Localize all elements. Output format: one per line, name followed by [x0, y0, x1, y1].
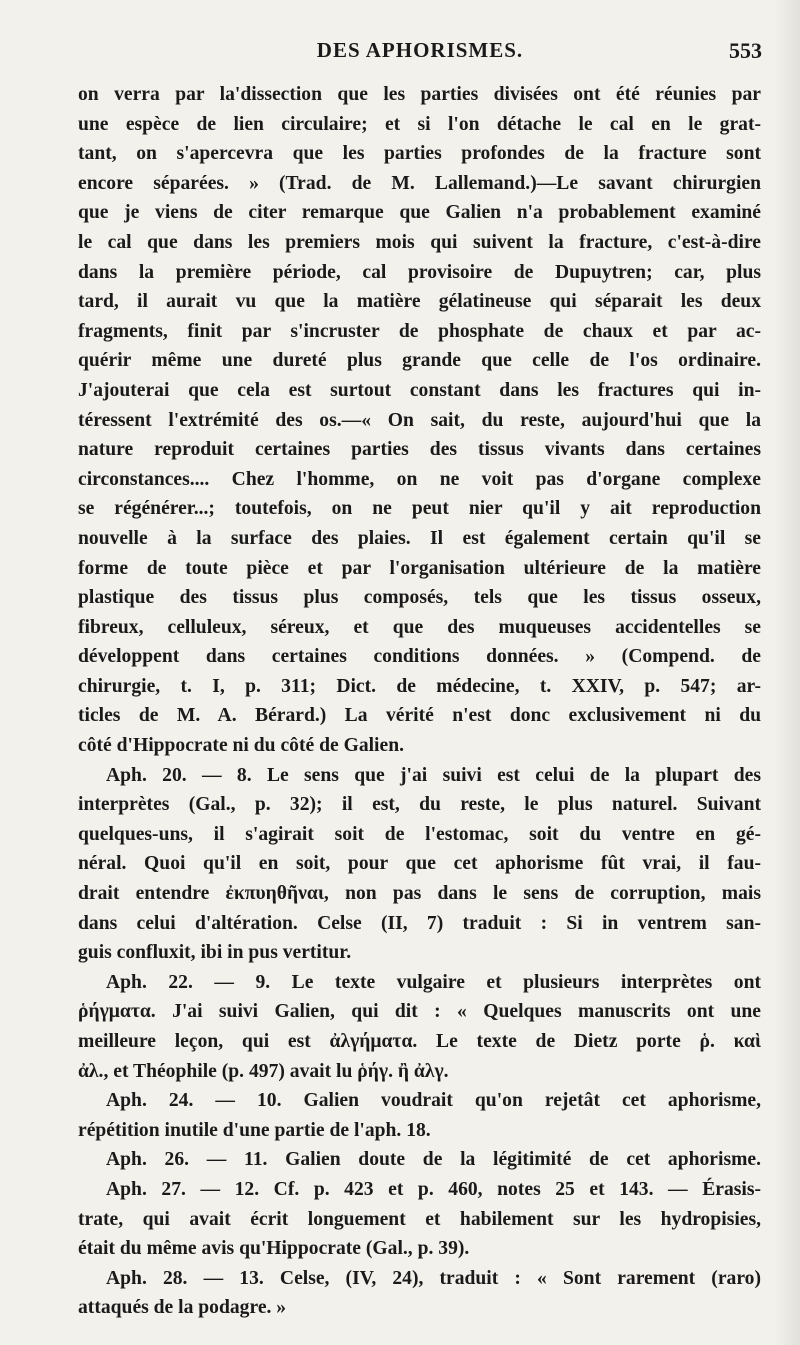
- text-line: néral. Quoi qu'il en soit, pour que cet aphorisme fût vrai, il fau-: [78, 853, 761, 875]
- text-line: développent dans certaines conditions données. » (Compend. de: [78, 646, 761, 668]
- note-aph-22: Aph. 22. — 9. Le texte vulgaire et plusieurs interprètes ont: [106, 971, 761, 993]
- note-aph-20: Aph. 20. — 8. Le sens que j'ai suivi est celui de la plupart des: [106, 764, 761, 786]
- text-line: forme de toute pièce et par l'organisation ultérieure de la matière: [78, 557, 761, 579]
- page-edge-shadow: [774, 0, 800, 1345]
- text-line: ἀλ., et Théophile (p. 497) avait lu ῥήγ. ἢ ἀλγ.: [78, 1060, 449, 1082]
- text-line: tard, il aurait vu que la matière gélatineuse qui séparait les deux: [78, 291, 761, 313]
- text-line: guis confluxit, ibi in pus vertitur.: [78, 942, 352, 964]
- text-line: circonstances.... Chez l'homme, on ne voit pas d'organe complexe: [78, 468, 761, 490]
- note-aph-24: Aph. 24. — 10. Galien voudrait qu'on rejetât cet aphorisme,: [106, 1090, 761, 1112]
- text-line: drait entendre ἐκπυηθῆναι, non pas dans le sens de corruption, mais: [78, 883, 761, 905]
- text-line: téressent l'extrémité des os.—« On sait, du reste, aujourd'hui que la: [78, 409, 761, 431]
- page-number: 553: [729, 38, 762, 63]
- text-line: trate, qui avait écrit longuement et habilement sur les hydropisies,: [78, 1208, 761, 1230]
- text-line: quérir même une dureté plus grande que celle de l'os ordinaire.: [78, 350, 761, 372]
- text-line: dans celui d'altération. Celse (II, 7) traduit : Si in ventrem san-: [78, 912, 761, 934]
- text-line: encore séparées. » (Trad. de M. Lallemand.)—Le savant chirurgien: [78, 172, 761, 194]
- note-aph-27: Aph. 27. — 12. Cf. p. 423 et p. 460, notes 25 et 143. — Érasis-: [106, 1178, 761, 1200]
- text-line: le cal que dans les premiers mois qui suivent la fracture, c'est-à-dire: [78, 231, 761, 253]
- text-line: on verra par la'dissection que les parties divisées ont été réunies par: [78, 84, 761, 105]
- text-line: nouvelle à la surface des plaies. Il est également certain qu'il se: [78, 527, 761, 549]
- running-title: DES APHORISMES.: [316, 38, 524, 62]
- text-line: plastique des tissus plus composés, tels que les tissus osseux,: [78, 587, 761, 609]
- text-line: côté d'Hippocrate ni du côté de Galien.: [78, 735, 404, 757]
- text-line: était du même avis qu'Hippocrate (Gal., p. 39).: [78, 1238, 470, 1260]
- body-text: [78, 80, 761, 1323]
- text-line: nature reproduit certaines parties des tissus vivants dans certaines: [78, 439, 761, 461]
- text-line: tant, on s'apercevra que les parties profondes de la fracture sont: [78, 143, 761, 165]
- text-line: se régénérer...; toutefois, on ne peut nier qu'il y ait reproduction: [78, 498, 761, 520]
- text-line: une espèce de lien circulaire; et si l'on détache le cal en le grat-: [78, 113, 761, 135]
- text-line: fragments, finit par s'incruster de phosphate de chaux et par ac-: [78, 320, 761, 342]
- text-line: ῥήγματα. J'ai suivi Galien, qui dit : « Quelques manuscrits ont une: [78, 1001, 761, 1023]
- text-line: quelques-uns, il s'agirait soit de l'estomac, soit du ventre en gé-: [78, 823, 761, 845]
- text-line: dans la première période, cal provisoire de Dupuytren; car, plus: [78, 261, 761, 283]
- text-line: ticles de M. A. Bérard.) La vérité n'est donc exclusivement ni du: [78, 705, 761, 727]
- text-line: fibreux, celluleux, séreux, et que des muqueuses accidentelles se: [78, 616, 761, 638]
- note-aph-26: Aph. 26. — 11. Galien doute de la légitimité de cet aphorisme.: [106, 1149, 761, 1171]
- text-line: meilleure leçon, qui est ἀλγήματα. Le texte de Dietz porte ῥ. καὶ: [78, 1031, 761, 1052]
- note-aph-28: Aph. 28. — 13. Celse, (IV, 24), traduit : « Sont rarement (raro): [106, 1267, 761, 1289]
- text-line: J'ajouterai que cela est surtout constant dans les fractures qui in-: [78, 379, 761, 401]
- text-line: chirurgie, t. I, p. 311; Dict. de médecine, t. XXIV, p. 547; ar-: [78, 675, 761, 697]
- text-line: répétition inutile d'une partie de l'aph. 18.: [78, 1119, 431, 1141]
- page-header: [78, 38, 762, 78]
- text-line: interprètes (Gal., p. 32); il est, du reste, le plus naturel. Suivant: [78, 794, 761, 816]
- text-line: attaqués de la podagre. »: [78, 1297, 287, 1319]
- text-line: que je viens de citer remarque que Galien n'a probablement examiné: [78, 202, 761, 224]
